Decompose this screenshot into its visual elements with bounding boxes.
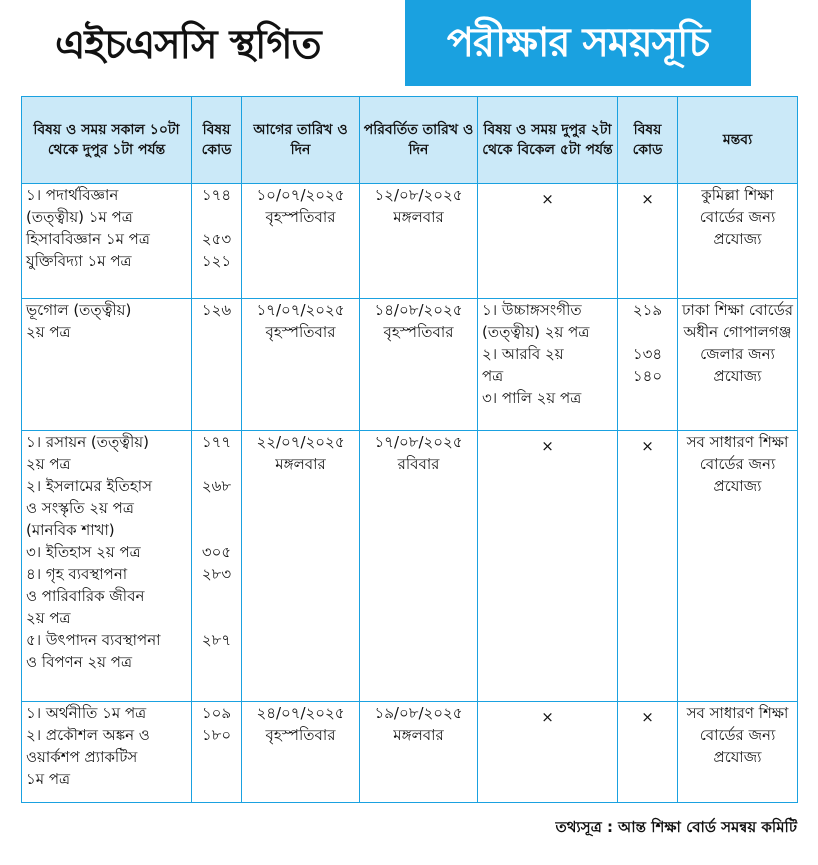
morning-subjects: ১। রসায়ন (তত্ত্বীয়) ২য় পত্র ২। ইসলামের ইতিহাস ও সংস্কৃতি ২য় পত্র (মানবিক শাখা) ৩। ইতিহাস ২য় পত্র ৪। গৃহ ব্যবস্থাপনা ও পারিবারিক জীবন ২য় পত্র ৫। উৎপাদন ব্যবস্থাপনা ও বিপণন ২য় পত্র <box>22 431 192 702</box>
new-date: ১৯/০৮/২০২৫ মঙ্গলবার <box>360 702 478 803</box>
header-afternoon-subject: বিষয় ও সময় দুপুর ২টা থেকে বিকেল ৫টা পর্যন্ত <box>478 97 618 184</box>
header-old-date: আগের তারিখ ও দিন <box>242 97 360 184</box>
afternoon-code: × <box>618 184 678 299</box>
morning-codes: ১৭৪ ২৫৩ ১২১ <box>192 184 242 299</box>
morning-codes: ১০৯ ১৮০ <box>192 702 242 803</box>
page-title <box>0 0 818 96</box>
morning-subjects: ১। অর্থনীতি ১ম পত্র ২। প্রকৌশল অঙ্কন ও ওয়ার্কশপ প্র্যাকটিস ১ম পত্র <box>22 702 192 803</box>
morning-codes: ১২৬ <box>192 299 242 431</box>
old-date: ১৭/০৭/২০২৫ বৃহস্পতিবার <box>242 299 360 431</box>
afternoon-code: × <box>618 431 678 702</box>
remark: সব সাধারণ শিক্ষা বোর্ডের জন্য প্রযোজ্য <box>678 431 798 702</box>
source-note: তথ্যসূত্র : আন্ত শিক্ষা বোর্ড সমন্বয় কমিটি <box>555 818 797 836</box>
remark: ঢাকা শিক্ষা বোর্ডের অধীন গোপালগঞ্জ জেলার জন্য প্রযোজ্য <box>678 299 798 431</box>
morning-subjects: ভূগোল (তত্ত্বীয়) ২য় পত্র <box>22 299 192 431</box>
old-date: ২৪/০৭/২০২৫ বৃহস্পতিবার <box>242 702 360 803</box>
header-remark: মন্তব্য <box>678 97 798 184</box>
new-date: ১৪/০৮/২০২৫ বৃহস্পতিবার <box>360 299 478 431</box>
afternoon-subject: × <box>478 184 618 299</box>
new-date: ১২/০৮/২০২৫ মঙ্গলবার <box>360 184 478 299</box>
title-right-highlight: পরীক্ষার সময়সূচি <box>405 0 751 86</box>
old-date: ১০/০৭/২০২৫ বৃহস্পতিবার <box>242 184 360 299</box>
remark: সব সাধারণ শিক্ষা বোর্ডের জন্য প্রযোজ্য <box>678 702 798 803</box>
header-afternoon-code: বিষয় কোড <box>618 97 678 184</box>
afternoon-code: ২১৯ ১৩৪ ১৪০ <box>618 299 678 431</box>
remark: কুমিল্লা শিক্ষা বোর্ডের জন্য প্রযোজ্য <box>678 184 798 299</box>
morning-subjects: ১। পদার্থবিজ্ঞান (তত্ত্বীয়) ১ম পত্র হিসাববিজ্ঞান ১ম পত্র যুক্তিবিদ্যা ১ম পত্র <box>22 184 192 299</box>
title-left: এইচএসসি স্থগিত <box>55 22 321 68</box>
header-morning-subject: বিষয় ও সময় সকাল ১০টা থেকে দুপুর ১টা পর্যন্ত <box>22 97 192 184</box>
afternoon-subject: × <box>478 431 618 702</box>
afternoon-subject: ১। উচ্চাঙ্গসংগীত (তত্ত্বীয়) ২য় পত্র ২। আরবি ২য় পত্র ৩। পালি ২য় পত্র <box>478 299 618 431</box>
table-row <box>22 431 798 702</box>
exam-schedule-table <box>21 96 798 803</box>
header-new-date: পরিবর্তিত তারিখ ও দিন <box>360 97 478 184</box>
old-date: ২২/০৭/২০২৫ মঙ্গলবার <box>242 431 360 702</box>
morning-codes: ১৭৭ ২৬৮ ৩০৫ ২৮৩ ২৮৭ <box>192 431 242 702</box>
new-date: ১৭/০৮/২০২৫ রবিবার <box>360 431 478 702</box>
afternoon-code: × <box>618 702 678 803</box>
table-row <box>22 184 798 299</box>
afternoon-subject: × <box>478 702 618 803</box>
table-header-row <box>22 97 798 184</box>
header-code: বিষয় কোড <box>192 97 242 184</box>
table-row <box>22 702 798 803</box>
table-row <box>22 299 798 431</box>
